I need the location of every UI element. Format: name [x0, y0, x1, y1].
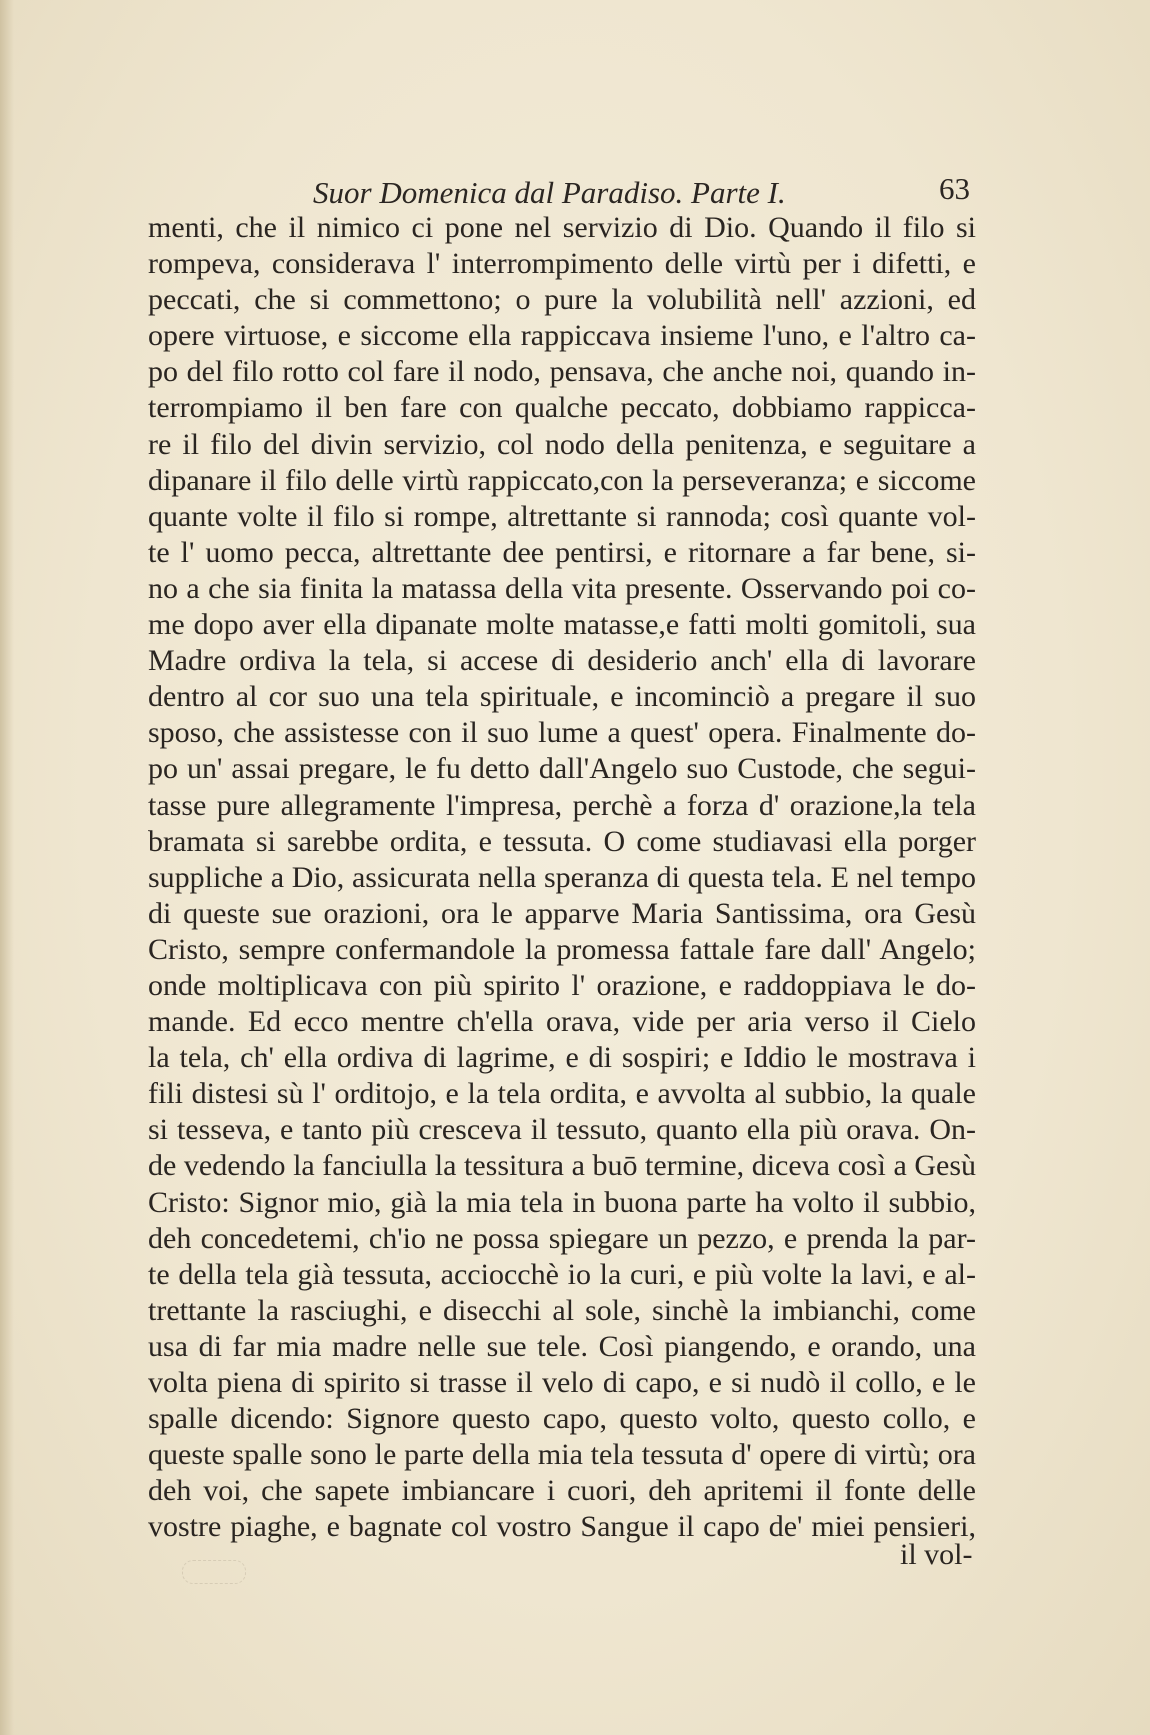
text-line: re il filo del divin servizio, col nodo della penitenza, e seguitare a — [148, 427, 976, 461]
text-line: mande. Ed ecco mentre ch'ella orava, vide per aria verso il Cielo — [148, 1005, 976, 1039]
text-line: di queste sue orazioni, ora le apparve Maria Santissima, ora Gesù — [148, 896, 976, 930]
text-line: te l' uomo pecca, altrettante dee pentirsi, e ritornare a far bene, si- — [148, 535, 976, 569]
text-line: no a che sia finita la matassa della vita presente. Osservando poi co- — [148, 571, 976, 605]
faint-library-stamp — [182, 1560, 246, 1584]
text-line: la tela, ch' ella ordiva di lagrime, e di sospiri; e Iddio le mostrava i — [148, 1041, 976, 1075]
text-line: po un' assai pregare, le fu detto dall'Angelo suo Custode, che segui- — [148, 752, 976, 786]
text-line: tasse pure allegramente l'impresa, perchè a forza d' orazione,la tela — [148, 788, 976, 822]
page-gutter-shadow — [0, 0, 14, 1735]
text-line: Cristo: Signor mio, già la mia tela in buona parte ha volto il subbio, — [148, 1185, 976, 1219]
text-line: dipanare il filo delle virtù rappiccato,con la perseveranza; e siccome — [148, 463, 976, 497]
catchword: il vol- — [900, 1538, 973, 1571]
text-line: deh concedetemi, ch'io ne possa spiegare un pezzo, e prenda la par- — [148, 1221, 976, 1255]
text-line: peccati, che si commettono; o pure la volubilità nell' azzioni, ed — [148, 283, 976, 317]
text-line: onde moltiplicava con più spirito l' orazione, e raddoppiava le do- — [148, 968, 976, 1002]
text-line: po del filo rotto col fare il nodo, pensava, che anche noi, quando in- — [148, 355, 976, 389]
text-line: suppliche a Dio, assicurata nella speranza di questa tela. E nel tempo — [148, 860, 976, 894]
text-line: si tesseva, e tanto più cresceva il tessuto, quanto ella più orava. On- — [148, 1113, 976, 1147]
text-line: deh voi, che sapete imbiancare i cuori, deh apritemi il fonte delle — [148, 1474, 976, 1508]
text-line: fili distesi sù l' orditojo, e la tela ordita, e avvolta al subbio, la quale — [148, 1077, 976, 1111]
text-line: queste spalle sono le parte della mia tela tessuta d' opere di virtù; ora — [148, 1438, 976, 1472]
text-line: volta piena di spirito si trasse il velo di capo, e si nudò il collo, e le — [148, 1366, 976, 1399]
text-line: de vedendo la fanciulla la tessitura a buō termine, diceva così a Gesù — [148, 1149, 976, 1183]
text-line: trettante la rasciughi, e disecchi al sole, sinchè la imbianchi, come — [148, 1293, 976, 1327]
page-number: 63 — [939, 171, 970, 206]
text-line: vostre piaghe, e bagnate col vostro Sangue il capo de' miei pensieri, — [148, 1510, 976, 1544]
text-line: spalle dicendo: Signore questo capo, questo volto, questo collo, e — [148, 1402, 976, 1436]
text-line: sposo, che assistesse con il suo lume a quest' opera. Finalmente do- — [148, 716, 976, 750]
text-line: dentro al cor suo una tela spirituale, e incominciò a pregare il suo — [148, 680, 976, 714]
text-line: quante volte il filo si rompe, altrettante si rannoda; così quante vol- — [148, 499, 976, 533]
text-line: menti, che il nimico ci pone nel servizio di Dio. Quando il filo si — [148, 211, 976, 244]
text-line: terrompiamo il ben fare con qualche peccato, dobbiamo rappicca- — [148, 391, 976, 425]
running-title: Suor Domenica dal Paradiso. Parte I. — [313, 175, 786, 210]
text-line: Cristo, sempre confermandole la promessa fattale fare dall' Angelo; — [148, 932, 976, 966]
text-line: bramata si sarebbe ordita, e tessuta. O come studiavasi ella porger — [148, 824, 976, 858]
text-line: Madre ordiva la tela, si accese di desiderio anch' ella di lavorare — [148, 644, 976, 678]
text-line: rompeva, considerava l' interrompimento delle virtù per i difetti, e — [148, 247, 976, 281]
body-text — [148, 210, 976, 1545]
text-line: opere virtuose, e siccome ella rappiccava insieme l'uno, e l'altro ca- — [148, 319, 976, 353]
text-line: me dopo aver ella dipanate molte matasse,e fatti molti gomitoli, sua — [148, 608, 976, 642]
text-line: te della tela già tessuta, acciocchè io la curi, e più volte la lavi, e al- — [148, 1257, 976, 1291]
text-line: usa di far mia madre nelle sue tele. Così piangendo, e orando, una — [148, 1329, 976, 1363]
